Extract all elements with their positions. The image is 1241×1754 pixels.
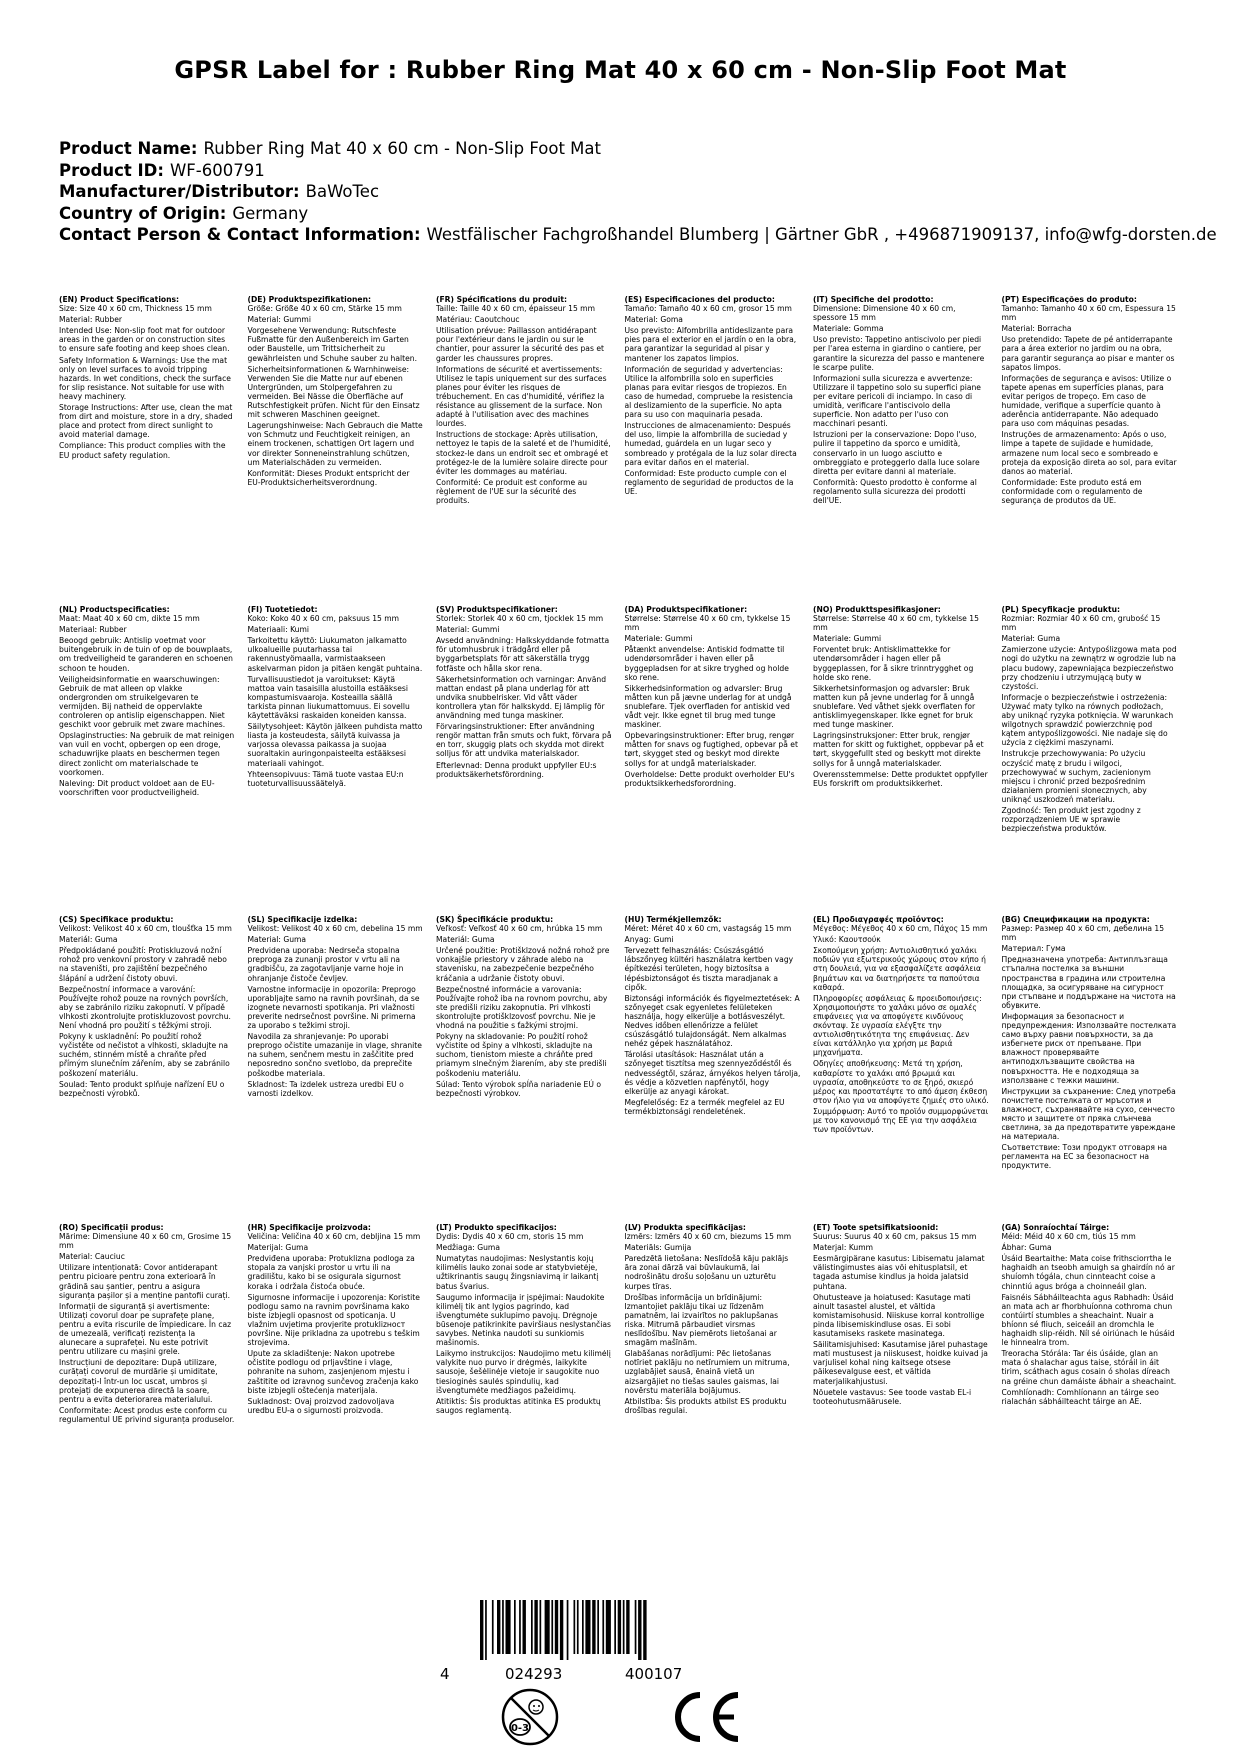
section-paragraph: Materiaal: Rubber bbox=[59, 625, 127, 635]
section-paragraph: Saugumo informacija ir įspėjimai: Naudokite kilimėlį tik ant lygios pagrindo, kad išvengtumėte suklupimo pavojų. Drėgnoje būsenoje patikrinkite paviršiaus neslystančias savybes. Netinka naudoti su sunkiomis mašinomis. bbox=[436, 1292, 611, 1348]
section-paragraph: Lagerungshinweise: Nach Gebrauch die Matte von Schmutz und Feuchtigkeit reinigen, an einem trockenen, schattigen Ort lagern und vor direkter Sonneneinstrahlung schützen, um Materialschäden zu vermeiden. bbox=[247, 421, 423, 467]
section-heading: (DA) Produktspecifikationer: bbox=[624, 605, 748, 614]
section-heading: (EL) Προδιαγραφές προϊόντος: bbox=[813, 915, 944, 924]
section-paragraph: Größe: Größe 40 x 60 cm, Stärke 15 mm bbox=[247, 304, 402, 314]
barcode-bar bbox=[560, 1600, 563, 1660]
barcode-bar bbox=[540, 1600, 542, 1654]
section-paragraph: Material: Gummi bbox=[436, 625, 500, 635]
section-paragraph: Treoracha Stórála: Tar éis úsáide, glan an mata ó shalachar agus taise, stóráil in áit tirim, scáthach agus cosain ó sholas díreach na gréine chun damáiste ábhair a sheachaint. bbox=[1001, 1349, 1177, 1386]
language-section bbox=[625, 915, 801, 1118]
barcode-bar bbox=[577, 1600, 579, 1654]
section-heading: (FI) Tuotetiedot: bbox=[247, 605, 318, 614]
section-heading: (ET) Toote spetsifikatsioonid: bbox=[813, 1223, 939, 1232]
section-paragraph: Paredzētā lietošana: Neslīdošā kāju paklājs āra zonai dārzā vai būvlaukumā, lai nodrošinātu drošu soļošanu un uzturētu kurpes tīras. bbox=[624, 1254, 789, 1291]
language-section bbox=[1002, 295, 1178, 507]
section-paragraph: Anyag: Gumi bbox=[624, 935, 674, 945]
section-paragraph: Informații de siguranță și avertismente: Utilizați covorul doar pe suprafețe plane, pentru a evita riscurile de împiedicare. În caz de umezeală, verificați rezistența la alunecare a suprafeței. Nu este potrivit pentru utilizare cu mașini grele. bbox=[59, 1301, 232, 1357]
barcode-bar bbox=[606, 1600, 611, 1654]
section-paragraph: Material: Borracha bbox=[1001, 324, 1072, 334]
info-key: Country of Origin: bbox=[59, 203, 227, 223]
section-paragraph: Material: Gummi bbox=[247, 315, 311, 325]
section-paragraph: Veiligheidsinformatie en waarschuwingen: Gebruik de mat alleen op vlakke ondergronden om struikelgevaren te vermijden. Bij natheid de oppervlakte controleren op antislip eigenschappen. Niet geschikt voor gebruik met zware machines. bbox=[59, 674, 226, 730]
section-paragraph: Overensstemmelse: Dette produktet oppfyller EUs forskrift om produktsikkerhet. bbox=[813, 769, 988, 788]
section-paragraph: Úsáid Beartaithe: Mata coise frithsciorrtha le haghaidh an tseobh amuigh sa ghairdín nó ar shuíomh tógála, chun cinnteacht coise a chinntiú agus bróga a choinneáil glan. bbox=[1001, 1254, 1175, 1291]
barcode-bar bbox=[592, 1600, 595, 1654]
language-section bbox=[1002, 915, 1178, 1173]
language-section bbox=[813, 605, 989, 790]
section-paragraph: Opslaginstructies: Na gebruik de mat reinigen van vuil en vocht, opbergen op een droge, schaduwrijke plaats en beschermen tegen direct zonlicht om materialschade te voorkomen. bbox=[59, 731, 235, 777]
section-paragraph: Turvallisuustiedot ja varoitukset: Käytä mattoa vain tasaisilla alustoilla estääksesi kompastumisvaaroja. Kosteailla säällä tarkista pinnan liukumattomuus. Ei sovellu käytettäväksi raskaiden koneiden kanssa. bbox=[247, 674, 410, 721]
barcode-bar bbox=[506, 1600, 511, 1654]
info-value: Germany bbox=[232, 203, 309, 223]
language-section bbox=[625, 1223, 801, 1417]
section-paragraph: Οδηγίες αποθήκευσης: Μετά τη χρήση, καθαρίστε το χαλάκι από βρωμιά και υγρασία, αποθηκεύστε το σε ξηρό, σκιερό μέρος και προστατέψτε το από άμεση έκθεση στον ήλιο για να αποφύγετε ζημιές στο υλικό. bbox=[813, 1059, 989, 1105]
section-paragraph: Skladnost: Ta izdelek ustreza uredbi EU o varnosti izdelkov. bbox=[247, 1079, 404, 1098]
info-key: Contact Person & Contact Information: bbox=[59, 225, 421, 244]
language-section bbox=[625, 605, 801, 790]
language-section bbox=[1002, 1223, 1178, 1408]
section-paragraph: Zamierzone użycie: Antypoślizgowa mata pod nogi do użytku na zewnątrz w ogrodzie lub na placu budowy, zapewniająca bezpieczeństwo przy chodzeniu i utrzymującą buty w czystości. bbox=[1001, 645, 1177, 691]
section-heading: (LT) Produkto specifikacijos: bbox=[436, 1223, 557, 1232]
section-heading: (ES) Especificaciones del producto: bbox=[624, 295, 775, 304]
section-paragraph: Uso previsto: Tappetino antiscivolo per piedi per l'area esterna in giardino o cantiere, per garantire la sicurezza del passo e mantenere le scarpe pulite. bbox=[813, 335, 985, 372]
language-section bbox=[813, 1223, 989, 1408]
section-paragraph: Sukladnost: Ovaj proizvod zadovoljava uredbu EU-a o sigurnosti proizvoda. bbox=[247, 1396, 395, 1415]
section-paragraph: Ohutusteave ja hoiatused: Kasutage mati ainult tasastel alustel, et vältida komistamisohusid. Niiskuse korral kontrollige pinda libisemiskindluse osas. Ei sobi kasutamiseks raskete masinatega. bbox=[813, 1292, 985, 1339]
section-paragraph: Påtænkt anvendelse: Antiskid fodmatte til udendørsområder i haven eller på byggepladsen for at sikre tryghed og holde sko rene. bbox=[624, 645, 789, 682]
section-paragraph: Predviđena uporaba: Protuklizna podloga za stopala za vanjski prostor u vrtu ili na gradilištu, kako bi se osigurala sigurnost koraka i održala čistoća obuće. bbox=[247, 1254, 415, 1291]
section-paragraph: Materiał: Guma bbox=[1001, 634, 1061, 644]
section-paragraph: Určené použitie: Protišklzová nožná rohož pre vonkajšie priestory v záhrade alebo na stavenisku, na zabezpečenie bezpečného kráčania a udržanie čistoty obuvi. bbox=[436, 946, 610, 983]
section-paragraph: Overholdelse: Dette produkt overholder EU's produktsikkerhedsforordning. bbox=[624, 769, 795, 788]
section-paragraph: Drošības informācija un brīdinājumi: Izmantojiet paklāju tikai uz līdzenām pamatnēm, lai izvairītos no paklupšanas riska. Mitrumā pārbaudiet virsmas neslīdošību. Nav piemērots lietošanai ar smagām mašīnām. bbox=[624, 1292, 779, 1348]
section-heading: (CS) Specifikace produktu: bbox=[59, 915, 174, 924]
section-paragraph: Konformität: Dieses Produkt entspricht der EU-Produktsicherheitsverordnung. bbox=[247, 468, 410, 487]
section-paragraph: Glabāšanas norādījumi: Pēc lietošanas notīriet paklāju no netīrumiem un mitruma, uzglabājiet sausā, ēnainā vietā un aizsargājiet no tiešas saules gaismas, lai novērstu materiāla bojājumus. bbox=[624, 1349, 790, 1395]
section-paragraph: Størrelse: Størrelse 40 x 60 cm, tykkelse 15 mm bbox=[624, 614, 791, 633]
section-paragraph: Numatytas naudojimas: Neslystantis kojų kilimėlis lauko zonai sode ar statybvietėje, užtikrinantis saugų žingsniavimą ir laikantį batus švarius. bbox=[436, 1254, 599, 1291]
section-paragraph: Conformità: Questo prodotto è conforme al regolamento sulla sicurezza dei prodotti dell'UE. bbox=[813, 477, 977, 505]
section-paragraph: Conformidad: Este producto cumple con el reglamento de seguridad de productos de la UE. bbox=[624, 468, 794, 496]
barcode-bar bbox=[497, 1600, 500, 1654]
section-paragraph: Tamanho: Tamanho 40 x 60 cm, Espessura 15 mm bbox=[1001, 304, 1176, 323]
info-key: Product ID: bbox=[59, 160, 164, 180]
section-paragraph: Rozmiar: Rozmiar 40 x 60 cm, grubość 15 mm bbox=[1001, 614, 1161, 633]
section-paragraph: Megfelelőség: Ez a termék megfelel az EU termékbiztonsági rendeletének. bbox=[624, 1097, 785, 1116]
section-paragraph: Tárolási utasítások: Használat után a szőnyeget tisztítsa meg szennyeződéstől és nedvességtől, száraz, árnyékos helyen tárolja, és védje a közvetlen napfénytől, hogy elkerülje az anyagi károkat. bbox=[624, 1050, 801, 1096]
section-paragraph: Predvidena uporaba: Nedrseča stopalna preproga za zunanji prostor v vrtu ali na gradbišču, za zagotavljanje varne hoje in ohranjanje čistoče čevljev. bbox=[247, 946, 404, 983]
section-heading: (GA) Sonraíochtaí Táirge: bbox=[1001, 1223, 1110, 1232]
info-key: Product Name: bbox=[59, 139, 198, 158]
section-paragraph: Koko: Koko 40 x 60 cm, paksuus 15 mm bbox=[247, 614, 400, 624]
section-paragraph: Materiale: Gummi bbox=[624, 634, 693, 644]
section-paragraph: Storage Instructions: After use, clean the mat from dirt and moisture, store in a dry, shaded place and protect from direct sunlight to avoid material damage. bbox=[59, 403, 233, 440]
section-paragraph: Säilytysohjeet: Käytön jälkeen puhdista matto liasta ja kosteudesta, säilytä kuivassa ja varjossa olevassa paikassa ja suojaa suoraltakin auringonpaisteelta estääksesi materiaali vahingot. bbox=[247, 722, 423, 768]
section-paragraph: Conformité: Ce produit est conforme au règlement de l'UE sur la sécurité des produits. bbox=[436, 477, 588, 505]
section-heading: (NL) Productspecificaties: bbox=[59, 605, 170, 614]
barcode-bar bbox=[519, 1600, 521, 1654]
section-heading: (BG) Спецификации на продукта: bbox=[1001, 915, 1150, 924]
section-paragraph: Συμμόρφωση: Αυτό το προϊόν συμμορφώνεται με τον κανονισμό της ΕΕ για την ασφάλεια των προϊόντων. bbox=[813, 1106, 989, 1135]
section-paragraph: Предназначена употреба: Антиплъзгаща стъпална постелка за външни пространства в градина или строителна площадка, за осигуряване на сигурност при стъпване и поддържане на чистота на обувките. bbox=[1001, 955, 1176, 1010]
section-paragraph: Uso previsto: Alfombrilla antideslizante para pies para el exterior en el jardín o en la obra, para garantizar la seguridad al pisar y mantener los zapatos limpios. bbox=[624, 326, 797, 363]
barcode-bar bbox=[597, 1600, 599, 1654]
section-paragraph: Bezpečnostné informácie a varovania: Používajte rohož iba na rovnom povrchu, aby ste predišli riziku zakopnutia. Pri vlhkosti skontrolujte protišklzovosť povrchu. Nie je vhodná na použitie s ťažkými strojmi. bbox=[436, 984, 608, 1031]
section-heading: (HU) Termékjellemzők: bbox=[624, 915, 722, 924]
age-warning-label: 0-3 bbox=[510, 1723, 530, 1734]
contact-row bbox=[59, 224, 1217, 246]
section-heading: (IT) Specifiche del prodotto: bbox=[813, 295, 934, 304]
section-paragraph: Material: Guma bbox=[247, 935, 307, 945]
section-paragraph: Nõuetele vastavus: See toode vastab EL-i tooteohutusmäärusele. bbox=[813, 1387, 972, 1406]
section-paragraph: Utilisation prévue: Paillasson antidérapant pour l'extérieur dans le jardin ou sur le chantier, pour assurer la sécurité des pas et garder les chaussures propres. bbox=[436, 326, 604, 363]
section-heading: (PL) Specyfikacje produktu: bbox=[1001, 605, 1121, 614]
section-paragraph: Comhlíonadh: Comhlíonann an táirge seo rialachán sábháilteacht táirge an AE. bbox=[1001, 1387, 1159, 1406]
section-paragraph: Opbevaringsinstruktioner: Efter brug, rengør måtten for snavs og fugtighed, opbevar på et tørt, skygget sted og beskyt mod direkte sollys for at undgå materialskader. bbox=[624, 731, 798, 768]
section-paragraph: Storlek: Storlek 40 x 60 cm, tjocklek 15 mm bbox=[436, 614, 604, 624]
section-paragraph: Medžiaga: Guma bbox=[436, 1243, 500, 1253]
product-info bbox=[59, 138, 1217, 246]
section-paragraph: Maat: Maat 40 x 60 cm, dikte 15 mm bbox=[59, 614, 200, 624]
barcode-digits-right: 400107 bbox=[625, 1665, 683, 1683]
section-paragraph: Forventet bruk: Antisklimattekke for utendørsområder i hagen eller på byggeplassen, for å sikre trinntrygghet og holde sko rene. bbox=[813, 645, 974, 682]
language-section bbox=[59, 295, 235, 462]
section-paragraph: Méret: Méret 40 x 60 cm, vastagság 15 mm bbox=[624, 924, 792, 934]
section-paragraph: Biztonsági információk és figyelmeztetések: A szőnyeget csak egyenletes felületeken használja, hogy elkerülje a botlásveszélyt. Nedves időben ellenőrizze a felület csúszásgátló tulajdonságát. Nem alkalmas nehéz gépek használatához. bbox=[624, 993, 800, 1049]
age-warning-icon bbox=[500, 1687, 560, 1747]
barcode-bar bbox=[567, 1600, 569, 1660]
section-paragraph: Información de seguridad y advertencias: Utilice la alfombrilla solo en superficies planas para evitar riesgos de tropiezos. En caso de humedad, compruebe la resistencia al deslizamiento de la superficie. No apta para su uso con maquinaria pesada. bbox=[624, 364, 793, 420]
barcode-bar bbox=[582, 1600, 584, 1654]
section-paragraph: Sikkerhedsinformation og advarsler: Brug måtten kun på jævne underlag for at undgå snublefare. Tjek overfladen for antiskid ved vådt vejr. Ikke egnet til brug med tunge maskiner. bbox=[624, 683, 792, 730]
barcode-bar bbox=[626, 1600, 629, 1654]
section-paragraph: Istruzioni per la conservazione: Dopo l'uso, pulire il tappetino da sporco e umidità, conservarlo in un luogo asciutto e ombreggiato e proteggerlo dalla luce solare diretta per evitare danni al materiale. bbox=[813, 430, 980, 476]
section-paragraph: Compliance: This product complies with the EU product safety regulation. bbox=[59, 441, 226, 460]
section-paragraph: Naleving: Dit product voldoet aan de EU-voorschriften voor productveiligheid. bbox=[59, 778, 215, 797]
language-section bbox=[59, 1223, 235, 1426]
section-paragraph: Materiál: Guma bbox=[59, 935, 118, 945]
product-id-row bbox=[59, 160, 1217, 182]
section-paragraph: Säilitamisjuhised: Kasutamise järel puhastage mati mustusest ja niiskusest, hoidke kuivad ja varjulisel kohal ning kaitsege otsese päikesevalguse eest, et vältida materjalikahjustusi. bbox=[813, 1340, 988, 1386]
section-paragraph: Informacje o bezpieczeństwie i ostrzeżenia: Używać maty tylko na równych podłożach, aby uniknąć ryzyka potknięcia. W warunkach wilgotnych sprawdzić powierzchnię pod kątem antypoślizgowości. Nie nadaje się do użycia z ciężkimi maszynami. bbox=[1001, 692, 1174, 748]
barcode-bar bbox=[643, 1600, 646, 1660]
section-paragraph: Υλικό: Καουτσούκ bbox=[813, 935, 881, 945]
section-paragraph: Lagringsinstruksjoner: Etter bruk, rengjør matten for skitt og fuktighet, oppbevar på et tørt, skyggefullt sted og beskytt mot direkte sollys for å unngå materialskader. bbox=[813, 731, 984, 768]
section-paragraph: Instruções de armazenamento: Após o uso, limpe a tapete de sujidade e humidade, armazene num local seco e sombreado e proteja da exposição direta ao sol, para evitar danos ao material. bbox=[1001, 430, 1177, 476]
section-paragraph: Μέγεθος: Μέγεθος 40 x 60 cm, Πάχος 15 mm bbox=[813, 924, 988, 934]
section-paragraph: Ábhar: Guma bbox=[1001, 1243, 1052, 1253]
language-section bbox=[436, 295, 612, 507]
section-paragraph: Σκοπούμενη χρήση: Αντιολισθητικό χαλάκι ποδιών για εξωτερικούς χώρους στον κήπο ή στη δουλειά, για να εξασφαλίζετε ασφάλεια βημάτων και να διατηρήσετε τα παπούτσια καθαρά. bbox=[813, 946, 986, 992]
section-paragraph: Sikkerhetsinformasjon og advarsler: Bruk matten kun på jevne underlag for å unngå snublefare. Ved våthet sjekk overflaten for antisklimyegenskaper. Ikke egnet for bruk med tunge maskiner. bbox=[813, 683, 976, 730]
section-paragraph: Informações de segurança e avisos: Utilize o tapete apenas em superfícies planas, para evitar perigos de tropeço. Em caso de humidade, verifique a superfície quanto à aderência antiderrapante. Não adequado para uso com máquinas pesadas. bbox=[1001, 373, 1172, 429]
section-paragraph: Размер: Размер 40 x 60 cm, дебелина 15 mm bbox=[1001, 924, 1165, 943]
section-paragraph: Informations de sécurité et avertissements: Utilisez le tapis uniquement sur des surfaces planes pour éviter les risques de trébuchement. En cas d'humidité, vérifiez la résistance au glissement de la surface. Non adapté à l'utilisation avec des machines lourdes. bbox=[436, 364, 607, 429]
section-paragraph: Méid: Méid 40 x 60 cm, tiús 15 mm bbox=[1001, 1232, 1136, 1242]
section-paragraph: Uso pretendido: Tapete de pé antiderrapante para a área exterior no jardim ou na obra, para garantir segurança ao pisar e manter os sapatos limpos. bbox=[1001, 335, 1175, 372]
section-paragraph: Materiāls: Gumija bbox=[624, 1243, 692, 1253]
section-paragraph: Izmērs: Izmērs 40 x 60 cm, biezums 15 mm bbox=[624, 1232, 792, 1242]
language-section bbox=[59, 605, 235, 799]
section-paragraph: Laikymo instrukcijos: Naudojimo metu kilimėlį valykite nuo purvo ir drėgmės, laikykite sausoje, šešėlinėje vietoje ir saugokite nuo tiesioginės saulės spindulių, kad išvengtumėte medžiagos pažeidimų. bbox=[436, 1349, 611, 1395]
barcode-digits-left: 024293 bbox=[505, 1665, 563, 1683]
section-paragraph: Tamaño: Tamaño 40 x 60 cm, grosor 15 mm bbox=[624, 304, 792, 314]
barcode-bar bbox=[480, 1600, 483, 1660]
barcode-bar bbox=[545, 1600, 550, 1654]
section-heading: (FR) Spécifications du produit: bbox=[436, 295, 568, 304]
manufacturer-row bbox=[59, 181, 1217, 203]
barcode-bar bbox=[551, 1600, 553, 1654]
language-section bbox=[1002, 605, 1178, 835]
section-paragraph: Yhteensopivuus: Tämä tuote vastaa EU:n tuoteturvallisuussäätelyä. bbox=[247, 769, 404, 788]
barcode-bar bbox=[623, 1600, 625, 1654]
section-paragraph: Matériau: Caoutchouc bbox=[436, 315, 520, 325]
section-heading: (DE) Produktspezifikationen: bbox=[247, 295, 372, 304]
barcode-bar bbox=[638, 1600, 641, 1660]
section-paragraph: Materiale: Gomma bbox=[813, 324, 884, 334]
barcode-bar bbox=[585, 1600, 590, 1654]
section-paragraph: Bezpečnostní informace a varování: Používejte rohož pouze na rovných površích, aby se zabránilo riziku zakopnutí. V případě vlhkosti zkontrolujte protiskluzovost povrchu. Není vhodná pro použití s těžkými stroji. bbox=[59, 984, 231, 1031]
language-section bbox=[248, 295, 424, 489]
section-paragraph: Safety Information & Warnings: Use the mat only on level surfaces to avoid tripping hazards. In wet conditions, check the surface for slip resistance. Not suitable for use with heavy machinery. bbox=[59, 355, 231, 401]
section-paragraph: Materjal: Kumm bbox=[813, 1243, 874, 1253]
section-heading: (SL) Specifikacije izdelka: bbox=[247, 915, 358, 924]
language-section bbox=[436, 605, 612, 781]
section-paragraph: Varnostne informacije in opozorila: Preprogo uporabljajte samo na ravnih površinah, da se izognete nevarnosti spotikanja. Pri vlažnosti preverite nedrsečnost površine. Ni primerna za uporabo s težkimi stroji. bbox=[247, 984, 420, 1031]
info-value: WF-600791 bbox=[169, 160, 265, 180]
info-value: Rubber Ring Mat 40 x 60 cm - Non-Slip Foot Mat bbox=[203, 139, 601, 158]
section-paragraph: Instrucciones de almacenamiento: Después del uso, limpie la alfombrilla de suciedad y humedad, guárdela en un lugar seco y sombreado y protégala de la luz solar directa para evitar daños en el material. bbox=[624, 421, 797, 467]
section-paragraph: Suurus: Suurus 40 x 60 cm, paksus 15 mm bbox=[813, 1232, 977, 1242]
section-paragraph: Materijal: Guma bbox=[247, 1243, 309, 1253]
section-paragraph: Tarkoitettu käyttö: Liukumaton jalkamatto ulkoalueille puutarhassa tai rakennustyömaalla, varmistaakseen askelvarman pidon ja pitäen kengät puhtaina. bbox=[247, 636, 423, 673]
section-heading: (HR) Specifikacije proizvoda: bbox=[247, 1223, 371, 1232]
section-paragraph: Upute za skladištenje: Nakon upotrebe očistite podlogu od prljavštine i vlage, pohranite na suhom, zasjenjenom mjestu i zaštitite od izravnog sunčevog zračenja kako biste izbjegli oštećenja materijala. bbox=[247, 1349, 419, 1395]
section-paragraph: Mărime: Dimensiune 40 x 60 cm, Grosime 15 mm bbox=[59, 1232, 232, 1251]
info-value: BaWoTec bbox=[305, 182, 380, 201]
section-paragraph: Material: Rubber bbox=[59, 315, 123, 325]
section-paragraph: Size: Size 40 x 60 cm, Thickness 15 mm bbox=[59, 304, 212, 314]
section-heading: (EN) Product Specifications: bbox=[59, 295, 180, 304]
barcode-bar bbox=[635, 1600, 637, 1654]
section-paragraph: Veličina: Veličina 40 x 60 cm, debljina 15 mm bbox=[247, 1232, 421, 1242]
section-paragraph: Utilizare intenționată: Covor antiderapant pentru picioare pentru zona exterioară în grădină sau șantier, pentru a asigura siguranța pașilor și a menține pantofii curați. bbox=[59, 1263, 231, 1300]
barcode-bar bbox=[614, 1600, 616, 1654]
language-section bbox=[813, 295, 989, 507]
page-title: GPSR Label for : Rubber Ring Mat 40 x 60 cm - Non-Slip Foot Mat bbox=[174, 56, 1067, 84]
section-paragraph: Atitiktis: Šis produktas atitinka ES produktų saugos reglamentą. bbox=[436, 1396, 601, 1415]
section-paragraph: Pokyny na skladovanie: Po použití rohož vyčistite od špiny a vlhkosti, skladujte na suchom, tienistom mieste a chráňte pred priamym slnečným žiarením, aby ste predišli poškodeniu materiálu. bbox=[436, 1032, 607, 1078]
barcode-bar bbox=[492, 1600, 494, 1654]
section-paragraph: Pokyny k uskladnění: Po použití rohož vyčistěte od nečistot a vlhkosti, skladujte na suchém, stinném místě a chraňte před přímým slunečním zářením, aby se zabránilo poškození materiálu. bbox=[59, 1032, 230, 1078]
section-paragraph: Eesmärgipärane kasutus: Libisematu jalamat välistingimustes aias või ehitusplatsil, et tagada astumise kindlus ja hoida jalatsid puhtana. bbox=[813, 1254, 985, 1291]
section-paragraph: Předpokládané použití: Protiskluzová nožní rohož pro venkovní prostory v zahradě nebo na staveništi, pro zajištění bezpečného šlápání a udržení čistoty obuvi. bbox=[59, 946, 227, 983]
section-paragraph: Material: Cauciuc bbox=[59, 1252, 125, 1262]
section-paragraph: Инструкции за съхранение: След употреба почистете постелката от мръсотия и влажност, съхранявайте на сухо, сенчесто място и защитете от пряка слънчева светлина, за да предотвратите увреждане на материала. bbox=[1001, 1086, 1176, 1142]
section-paragraph: Tervezett felhasználás: Csúszásgátló lábszőnyeg kültéri használatra kertben vagy építkezési területen, hogy biztosítsa a lépésbiztonságot és tiszta maradjanak a cipők. bbox=[624, 946, 794, 992]
section-paragraph: Atbilstība: Šis produkts atbilst ES produktu drošības regulai. bbox=[624, 1396, 787, 1415]
section-paragraph: Съответствие: Този продукт отговаря на регламента на ЕС за безопасност на продуктите. bbox=[1001, 1143, 1167, 1171]
section-paragraph: Instrucțiuni de depozitare: După utilizare, curățați covorul de murdărie și umiditate, depozitați-l într-un loc uscat, umbros și protejați de expunerea directă la soare, pentru a evita deteriorarea materialului. bbox=[59, 1358, 218, 1404]
barcode-bar bbox=[531, 1600, 533, 1654]
section-paragraph: Dydis: Dydis 40 x 60 cm, storis 15 mm bbox=[436, 1232, 584, 1242]
barcode-bar bbox=[618, 1600, 621, 1654]
section-paragraph: Soulad: Tento produkt splňuje nařízení EU o bezpečnosti výrobků. bbox=[59, 1079, 225, 1098]
section-paragraph: Súlad: Tento výrobok spĺňa nariadenie EÚ o bezpečnosti výrobkov. bbox=[436, 1079, 601, 1098]
section-paragraph: Säkerhetsinformation och varningar: Använd mattan endast på plana underlag för att undvika snubbelrisker. Vid vått väder kontrollera ytan för halkskydd. Ej lämplig för användning med tunga maskiner. bbox=[436, 674, 607, 721]
section-paragraph: Conformitate: Acest produs este conform cu regulamentul UE privind siguranța produselor. bbox=[59, 1405, 235, 1424]
section-paragraph: Vorgesehene Verwendung: Rutschfeste Fußmatte für den Außenbereich im Garten oder Baustelle, um Trittsicherheit zu gewährleisten und Schuhe sauber zu halten. bbox=[247, 326, 418, 363]
section-heading: (NO) Produkttspesifikasjoner: bbox=[813, 605, 941, 614]
language-section bbox=[436, 915, 612, 1100]
section-paragraph: Zgodność: Ten produkt jest zgodny z rozporządzeniem UE w sprawie bezpieczeństwa produktów. bbox=[1001, 805, 1141, 834]
section-paragraph: Instrukcje przechowywania: Po użyciu oczyścić matę z brudu i wilgoci, przechowywać w suchym, zacienionym miejscu i chronić przed bezpośrednim działaniem promieni słonecznych, aby uniknąć uszkodzeń materiału. bbox=[1001, 749, 1151, 804]
section-paragraph: Материал: Гума bbox=[1001, 944, 1066, 954]
barcode-bar bbox=[574, 1600, 576, 1654]
section-paragraph: Materiaali: Kumi bbox=[247, 625, 310, 635]
section-paragraph: Material: Goma bbox=[624, 315, 683, 325]
section-heading: (PT) Especificações do produto: bbox=[1001, 295, 1137, 304]
section-paragraph: Taille: Taille 40 x 60 cm, épaisseur 15 mm bbox=[436, 304, 595, 314]
barcode bbox=[480, 1600, 710, 1660]
product-name-row bbox=[59, 138, 1217, 160]
language-section bbox=[248, 915, 424, 1100]
barcode-bar bbox=[502, 1600, 504, 1654]
info-key: Manufacturer/Distributor: bbox=[59, 182, 300, 201]
language-section bbox=[625, 295, 801, 498]
section-paragraph: Informazioni sulla sicurezza e avvertenze: Utilizzare il tappetino solo su superfici piane per evitare pericoli di inciampo. In caso di umidità, verificare l'antiscivolo della superficie. Non adatto per l'uso con macchinari pesanti. bbox=[813, 373, 981, 429]
barcode-bar bbox=[523, 1600, 526, 1654]
section-paragraph: Navodila za shranjevanje: Po uporabi preprogo očistite umazanije in vlage, shranite na suhem, senčnem mestu in zaščitite pred neposredno sončno svetlobo, da preprečite poškodbe materiala. bbox=[247, 1032, 422, 1078]
language-section bbox=[248, 605, 424, 790]
section-paragraph: Beoogd gebruik: Antislip voetmat voor buitengebruik in de tuin of op de bouwplaats, om tredveiligheid te garanderen en schoenen schoon te houden. bbox=[59, 636, 233, 673]
section-paragraph: Veľkosť: Veľkosť 40 x 60 cm, hrúbka 15 mm bbox=[436, 924, 603, 934]
section-paragraph: Velikost: Velikost 40 x 60 cm, debelina 15 mm bbox=[247, 924, 423, 934]
section-heading: (SK) Špecifikácie produktu: bbox=[436, 915, 554, 924]
section-paragraph: Materiál: Guma bbox=[436, 935, 495, 945]
barcode-bar bbox=[485, 1600, 487, 1660]
country-row bbox=[59, 203, 1217, 225]
section-heading: (SV) Produktspecifikationer: bbox=[436, 605, 558, 614]
section-paragraph: Instructions de stockage: Après utilisation, nettoyez le tapis de la saleté et de l'humidité, stockez-le dans un endroit sec et ombragé et protégez-le de la lumière solaire directe pour éviter les dommages au matériau. bbox=[436, 430, 611, 476]
section-paragraph: Dimensione: Dimensione 40 x 60 cm, spessore 15 mm bbox=[813, 304, 956, 323]
language-section bbox=[436, 1223, 612, 1417]
section-paragraph: Materiale: Gummi bbox=[813, 634, 882, 644]
section-paragraph: Πληροφορίες ασφάλειας & προειδοποιήσεις: Χρησιμοποιήστε το χαλάκι μόνο σε ομαλές επιφάνειες για να αποφύγετε κινδύνους σκόνταψ. Σε υγρασία ελέγξτε την αντιολισθητικότητα της επιφάνειας. Δεν είναι κατάλληλο για χρήση με βαριά μηχανήματα. bbox=[813, 993, 982, 1058]
section-paragraph: Förvaringsinstruktioner: Efter användning rengör mattan från smuts och fukt, förvara på en torr, skuggig plats och skydda mot direkt solljus för att undvika materialskador. bbox=[436, 722, 612, 759]
section-heading: (LV) Produkta specifikācijas: bbox=[624, 1223, 746, 1232]
language-section bbox=[813, 915, 989, 1136]
ce-mark-icon bbox=[664, 1687, 744, 1747]
section-heading: (RO) Specificații produs: bbox=[59, 1223, 164, 1232]
language-section bbox=[59, 915, 235, 1100]
section-paragraph: Conformidade: Este produto está em conformidade com o regulamento de segurança de produtos da UE. bbox=[1001, 477, 1143, 505]
barcode-bar bbox=[534, 1600, 537, 1654]
barcode-digit-lead: 4 bbox=[440, 1665, 450, 1683]
info-value: Westfälischer Fachgroßhandel Blumberg | Gärtner GbR , +496871909137, info@wfg-dorsten.de bbox=[426, 225, 1217, 244]
section-paragraph: Størrelse: Størrelse 40 x 60 cm, tykkelse 15 mm bbox=[813, 614, 979, 633]
barcode-bar bbox=[555, 1600, 558, 1654]
section-paragraph: Efterlevnad: Denna produkt uppfyller EU:s produktsäkerhetsförordning. bbox=[436, 760, 597, 779]
section-paragraph: Intended Use: Non-slip foot mat for outdoor areas in the garden or on construction sites to ensure safe footing and keep shoes clean. bbox=[59, 326, 230, 354]
section-paragraph: Avsedd användning: Halkskyddande fotmatta för utomhusbruk i trädgård eller på byggarbetsplats för att säkerställa trygg fotfäste och hålla skor rena. bbox=[436, 636, 610, 673]
language-section bbox=[248, 1223, 424, 1417]
section-paragraph: Sigurnosne informacije i upozorenja: Koristite podlogu samo na ravnim površinama kako biste izbjegli opasnost od spoticanja. U vlažnim uvjetima provjerite protuklizност površine. Nije prikladna za upotrebu s teškim strojevima. bbox=[247, 1292, 420, 1348]
section-paragraph: Информация за безопасност и предупреждения: Използвайте постелката само върху равни повърхности, за да избегнете риск от препъване. При влажност проверявайте антиподхлъзващите свойства на повърхността. Не е подходяща за използване с тежки машини. bbox=[1001, 1011, 1177, 1085]
section-paragraph: Sicherheitsinformationen & Warnhinweise: Verwenden Sie die Matte nur auf ebenen Untergründen, um Stolpergefahren zu vermeiden. Bei Nässe die Oberfläche auf Rutschfestigkeit prüfen. Nicht für den Einsatz mit schweren Maschinen geeignet. bbox=[247, 364, 420, 420]
section-paragraph: Faisnéis Sábháilteachta agus Rabhadh: Úsáid an mata ach ar fhorbhuíonna cothroma chun contúirtí stumbles a sheachaint. Nuair a bhíonn sé fliuch, seiceáil an dromchla le haghaidh slip-réidh. Níl sé oiriúnach le húsáid le hinnealra trom. bbox=[1001, 1292, 1175, 1348]
barcode-bar bbox=[602, 1600, 604, 1654]
barcode-bar bbox=[514, 1600, 516, 1654]
section-paragraph: Velikost: Velikost 40 x 60 cm, tloušťka 15 mm bbox=[59, 924, 232, 934]
